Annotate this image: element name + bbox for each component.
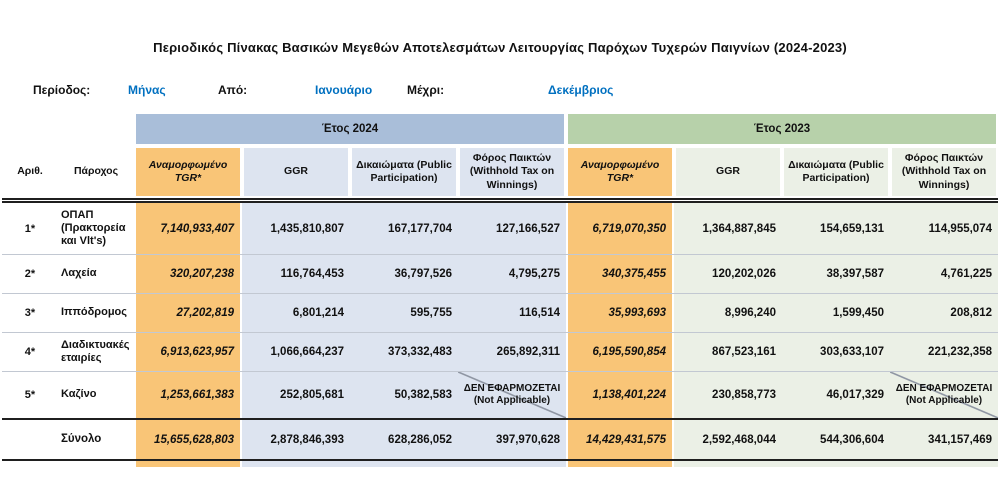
- col-header-provider: Πάροχος: [58, 146, 134, 198]
- cell-tax-2023: 4,761,225: [890, 255, 998, 293]
- total-tgr-2023: 14,429,431,575: [566, 420, 674, 459]
- cell-tgr-2024: 6,913,623,957: [134, 333, 242, 371]
- cell-ggr-2024: 6,801,214: [242, 294, 350, 332]
- cell-tax-2024: 265,892,311: [458, 333, 566, 371]
- col-header-tax-2024: Φόρος Παικτών (Withhold Tax on Winnings): [458, 146, 566, 198]
- column-header-row: [2, 146, 998, 203]
- cell-tax-2023: 208,812: [890, 294, 998, 332]
- cell-rights-2023: 38,397,587: [782, 255, 890, 293]
- cell-ggr-2023: 8,996,240: [674, 294, 782, 332]
- cell-num: 1*: [2, 203, 58, 254]
- total-ggr-2023: 2,592,468,044: [674, 420, 782, 459]
- cell-ggr-2023: 230,858,773: [674, 372, 782, 418]
- cell-tgr-2023: 1,138,401,224: [566, 372, 674, 418]
- cell-provider: ΟΠΑΠ (Πρακτορεία και Vlt's): [58, 203, 134, 254]
- cell-tax-2023: 114,955,074: [890, 203, 998, 254]
- col-header-rights-2023: Δικαιώματα (Public Participation): [782, 146, 890, 198]
- cell-tgr-2024: 1,253,661,383: [134, 372, 242, 418]
- until-label: Μέχρι:: [407, 83, 445, 97]
- total-rights-2023: 544,306,604: [782, 420, 890, 459]
- period-value[interactable]: Μήνας: [128, 83, 166, 97]
- page-title: Περιοδικός Πίνακας Βασικών Μεγεθών Αποτελεσμάτων Λειτουργίας Παρόχων Τυχερών Παιγνίων (2024-2023): [153, 40, 847, 55]
- cell-ggr-2024: 1,066,664,237: [242, 333, 350, 371]
- cell-rights-2024: 50,382,583: [350, 372, 458, 418]
- cell-tax-2024: 4,795,275: [458, 255, 566, 293]
- year-band-2024: Έτος 2024: [134, 112, 566, 146]
- cell-tgr-2023: 6,719,070,350: [566, 203, 674, 254]
- cell-tax-2023: 221,232,358: [890, 333, 998, 371]
- table-row: [2, 203, 998, 255]
- cell-rights-2023: 303,633,107: [782, 333, 890, 371]
- cell-num: 3*: [2, 294, 58, 332]
- cell-rights-2023: 154,659,131: [782, 203, 890, 254]
- until-value[interactable]: Δεκέμβριος: [548, 83, 614, 97]
- cell-tgr-2024: 27,202,819: [134, 294, 242, 332]
- filter-bar: [0, 83, 1000, 99]
- table-row: [2, 333, 998, 372]
- cell-ggr-2024: 252,805,681: [242, 372, 350, 418]
- cell-rights-2023: 1,599,450: [782, 294, 890, 332]
- table-row: [2, 294, 998, 333]
- total-ggr-2024: 2,878,846,393: [242, 420, 350, 459]
- col-header-ggr-2023: GGR: [674, 146, 782, 198]
- cell-tax-2023-not-applicable: ΔΕΝ ΕΦΑΡΜΟΖΕΤΑΙ (Not Applicable): [890, 372, 998, 418]
- cell-tax-2024-not-applicable: ΔΕΝ ΕΦΑΡΜΟΖΕΤΑΙ (Not Applicable): [458, 372, 566, 418]
- cell-tgr-2023: 6,195,590,854: [566, 333, 674, 371]
- cell-rights-2024: 36,797,526: [350, 255, 458, 293]
- cell-ggr-2023: 1,364,887,845: [674, 203, 782, 254]
- cell-rights-2024: 167,177,704: [350, 203, 458, 254]
- cell-tax-2024: 116,514: [458, 294, 566, 332]
- total-label: Σύνολο: [58, 420, 134, 459]
- cell-tgr-2023: 340,375,455: [566, 255, 674, 293]
- table-row: [2, 372, 998, 420]
- cell-tax-2024: 127,166,527: [458, 203, 566, 254]
- col-header-tax-2023: Φόρος Παικτών (Withhold Tax on Winnings): [890, 146, 998, 198]
- cell-num: 4*: [2, 333, 58, 371]
- cell-rights-2024: 595,755: [350, 294, 458, 332]
- cell-num: 2*: [2, 255, 58, 293]
- cell-ggr-2024: 1,435,810,807: [242, 203, 350, 254]
- from-value[interactable]: Ιανουάριο: [315, 83, 373, 97]
- total-tax-2024: 397,970,628: [458, 420, 566, 459]
- cell-ggr-2023: 867,523,161: [674, 333, 782, 371]
- col-header-tgr-2024: Αναμορφωμένο TGR*: [134, 146, 242, 198]
- total-num-spacer: [2, 420, 58, 459]
- cell-tgr-2024: 7,140,933,407: [134, 203, 242, 254]
- total-tax-2023: 341,157,469: [890, 420, 998, 459]
- total-rights-2024: 628,286,052: [350, 420, 458, 459]
- cell-tgr-2024: 320,207,238: [134, 255, 242, 293]
- col-header-ggr-2024: GGR: [242, 146, 350, 198]
- total-tgr-2024: 15,655,628,803: [134, 420, 242, 459]
- cell-provider: Καζίνο: [58, 372, 134, 418]
- year-band-2023: Έτος 2023: [566, 112, 998, 146]
- col-header-rights-2024: Δικαιώματα (Public Participation): [350, 146, 458, 198]
- total-row: [2, 420, 998, 461]
- col-header-num: Αριθ.: [2, 146, 58, 198]
- table-row: [2, 255, 998, 294]
- from-label: Από:: [218, 83, 248, 97]
- year-band-row: [2, 112, 998, 146]
- cell-num: 5*: [2, 372, 58, 418]
- cell-tgr-2023: 35,993,693: [566, 294, 674, 332]
- period-label: Περίοδος:: [33, 83, 91, 97]
- year-band-spacer: [2, 112, 134, 146]
- report-table: [2, 112, 998, 467]
- col-header-tgr-2023: Αναμορφωμένο TGR*: [566, 146, 674, 198]
- cell-provider: Ιππόδρομος: [58, 294, 134, 332]
- cell-rights-2023: 46,017,329: [782, 372, 890, 418]
- cell-provider: Διαδικτυακές εταιρίες: [58, 333, 134, 371]
- cell-rights-2024: 373,332,483: [350, 333, 458, 371]
- cell-ggr-2023: 120,202,026: [674, 255, 782, 293]
- cell-provider: Λαχεία: [58, 255, 134, 293]
- cell-ggr-2024: 116,764,453: [242, 255, 350, 293]
- column-color-stub: [2, 461, 998, 467]
